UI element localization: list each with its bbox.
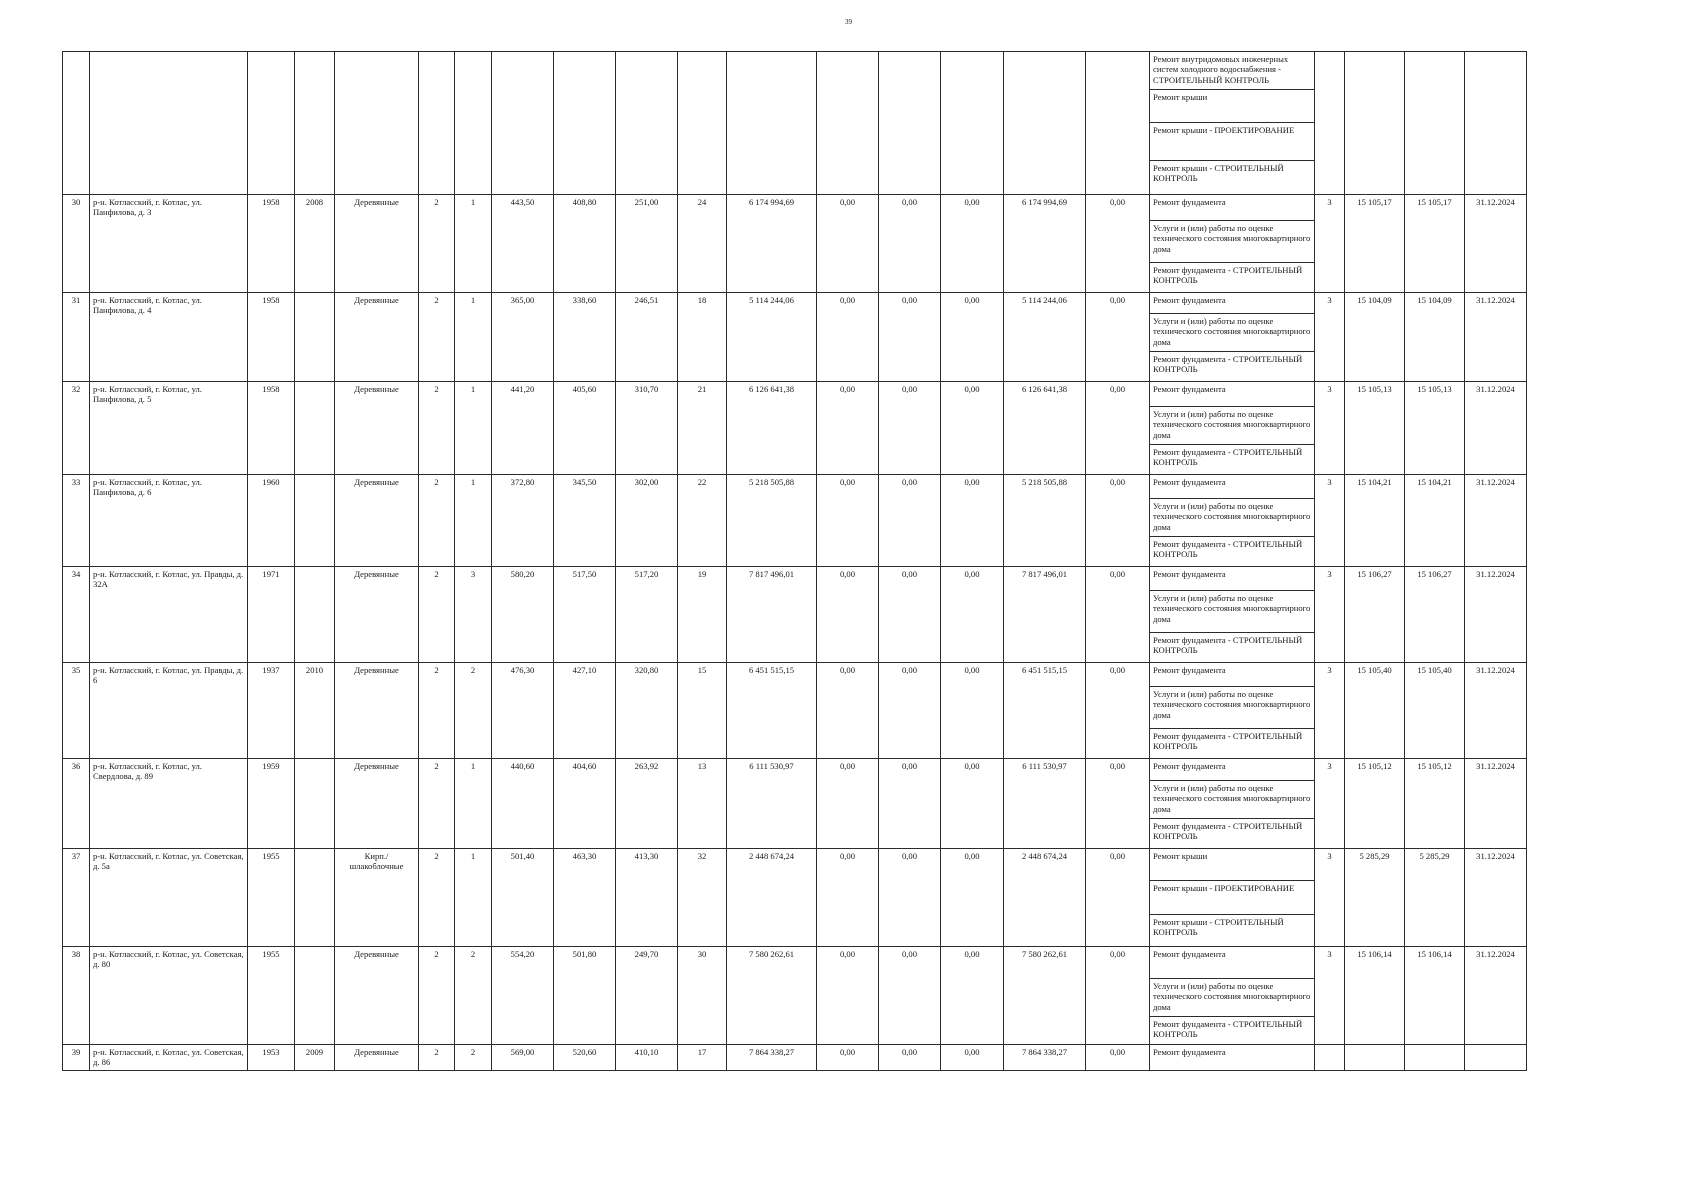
- fund-other-cell: 0,00: [1086, 567, 1150, 663]
- year-last-repair-cell: [295, 382, 335, 475]
- year-last-repair-cell: [295, 849, 335, 947]
- work-type-cell: Услуги и (или) работы по оценке технического состояния многоквартирного дома: [1150, 591, 1315, 633]
- floors-count-cell: 2: [419, 195, 455, 293]
- year-built-cell: 1958: [248, 293, 295, 382]
- table-row: [63, 947, 1527, 979]
- fund-regional-cell: 0,00: [879, 1045, 941, 1071]
- fund-owners-cell: 6 111 530,97: [1004, 759, 1086, 849]
- continuation-empty-cell: [616, 52, 678, 195]
- fund-regional-cell: 0,00: [879, 567, 941, 663]
- fund-other-cell: 0,00: [1086, 849, 1150, 947]
- work-type-cell: Ремонт фундамента: [1150, 293, 1315, 314]
- fund-federal-cell: 0,00: [817, 849, 879, 947]
- year-built-cell: 1960: [248, 475, 295, 567]
- works-count-cell: 3: [1315, 663, 1345, 759]
- year-built-cell: 1958: [248, 382, 295, 475]
- total-area-cell: 501,40: [492, 849, 554, 947]
- house-address-cell: р-н. Котласский, г. Котлас, ул. Советская, д. 86: [90, 1045, 248, 1071]
- row-number-cell: 32: [63, 382, 90, 475]
- work-type-cell: Ремонт крыши - ПРОЕКТИРОВАНИЕ: [1150, 881, 1315, 915]
- unit-cost-cell: 15 105,40: [1345, 663, 1405, 759]
- row-number-cell: 37: [63, 849, 90, 947]
- floors-count-cell: 2: [419, 567, 455, 663]
- fund-local-cell: 0,00: [941, 947, 1004, 1045]
- deadline-cell: 31.12.2024: [1465, 947, 1527, 1045]
- fund-local-cell: 0,00: [941, 293, 1004, 382]
- owned-area-cell: 249,70: [616, 947, 678, 1045]
- total-cost-cell: 7 817 496,01: [727, 567, 817, 663]
- work-type-cell: Ремонт фундамента: [1150, 663, 1315, 687]
- unit-cost-cell: 15 105,12: [1345, 759, 1405, 849]
- total-area-cell: 476,30: [492, 663, 554, 759]
- table-row: [63, 759, 1527, 781]
- floors-count-cell: 2: [419, 293, 455, 382]
- total-area-cell: 554,20: [492, 947, 554, 1045]
- living-area-cell: 463,30: [554, 849, 616, 947]
- work-type-cell: Ремонт крыши: [1150, 849, 1315, 881]
- fund-federal-cell: 0,00: [817, 195, 879, 293]
- limit-cost-cell: [1405, 1045, 1465, 1071]
- continuation-empty-cell: [63, 52, 90, 195]
- fund-other-cell: 0,00: [1086, 1045, 1150, 1071]
- continuation-empty-cell: [554, 52, 616, 195]
- owned-area-cell: 251,00: [616, 195, 678, 293]
- work-type-cell: Ремонт фундамента - СТРОИТЕЛЬНЫЙ КОНТРОЛЬ: [1150, 352, 1315, 382]
- limit-cost-cell: 15 105,17: [1405, 195, 1465, 293]
- wall-material-cell: Деревянные: [335, 293, 419, 382]
- fund-other-cell: 0,00: [1086, 475, 1150, 567]
- owned-area-cell: 517,20: [616, 567, 678, 663]
- owned-area-cell: 263,92: [616, 759, 678, 849]
- fund-owners-cell: 2 448 674,24: [1004, 849, 1086, 947]
- residents-count-cell: 17: [678, 1045, 727, 1071]
- deadline-cell: 31.12.2024: [1465, 849, 1527, 947]
- wall-material-cell: Деревянные: [335, 567, 419, 663]
- residents-count-cell: 32: [678, 849, 727, 947]
- capital-repair-register-table: [62, 51, 1527, 1071]
- total-cost-cell: 5 114 244,06: [727, 293, 817, 382]
- unit-cost-cell: 15 105,17: [1345, 195, 1405, 293]
- house-address-cell: р-н. Котласский, г. Котлас, ул. Советская, д. 5а: [90, 849, 248, 947]
- continuation-empty-cell: [248, 52, 295, 195]
- fund-regional-cell: 0,00: [879, 382, 941, 475]
- house-address-cell: р-н. Котласский, г. Котлас, ул. Правды, д. 32А: [90, 567, 248, 663]
- fund-other-cell: 0,00: [1086, 293, 1150, 382]
- residents-count-cell: 24: [678, 195, 727, 293]
- total-area-cell: 441,20: [492, 382, 554, 475]
- wall-material-cell: Деревянные: [335, 1045, 419, 1071]
- work-type-cell: Ремонт фундамента - СТРОИТЕЛЬНЫЙ КОНТРОЛЬ: [1150, 819, 1315, 849]
- work-type-cell: Ремонт фундамента - СТРОИТЕЛЬНЫЙ КОНТРОЛЬ: [1150, 729, 1315, 759]
- total-cost-cell: 5 218 505,88: [727, 475, 817, 567]
- fund-owners-cell: 6 451 515,15: [1004, 663, 1086, 759]
- residents-count-cell: 18: [678, 293, 727, 382]
- fund-federal-cell: 0,00: [817, 1045, 879, 1071]
- entrances-count-cell: 1: [455, 759, 492, 849]
- fund-other-cell: 0,00: [1086, 947, 1150, 1045]
- fund-local-cell: 0,00: [941, 663, 1004, 759]
- fund-local-cell: 0,00: [941, 195, 1004, 293]
- fund-local-cell: 0,00: [941, 475, 1004, 567]
- year-built-cell: 1937: [248, 663, 295, 759]
- year-built-cell: 1958: [248, 195, 295, 293]
- total-area-cell: 372,80: [492, 475, 554, 567]
- total-cost-cell: 6 111 530,97: [727, 759, 817, 849]
- living-area-cell: 345,50: [554, 475, 616, 567]
- continuation-empty-cell: [1086, 52, 1150, 195]
- row-number-cell: 36: [63, 759, 90, 849]
- row-number-cell: 31: [63, 293, 90, 382]
- limit-cost-cell: 15 105,12: [1405, 759, 1465, 849]
- limit-cost-cell: 15 106,27: [1405, 567, 1465, 663]
- work-type-cell: Ремонт фундамента: [1150, 947, 1315, 979]
- living-area-cell: 517,50: [554, 567, 616, 663]
- continuation-work-cell: Ремонт крыши: [1150, 90, 1315, 123]
- total-cost-cell: 6 174 994,69: [727, 195, 817, 293]
- fund-federal-cell: 0,00: [817, 567, 879, 663]
- year-last-repair-cell: [295, 475, 335, 567]
- entrances-count-cell: 2: [455, 1045, 492, 1071]
- year-last-repair-cell: [295, 567, 335, 663]
- continuation-empty-cell: [492, 52, 554, 195]
- residents-count-cell: 13: [678, 759, 727, 849]
- work-type-cell: Ремонт фундамента - СТРОИТЕЛЬНЫЙ КОНТРОЛЬ: [1150, 633, 1315, 663]
- continuation-empty-cell: [678, 52, 727, 195]
- works-count-cell: [1315, 1045, 1345, 1071]
- house-address-cell: р-н. Котласский, г. Котлас, ул. Панфилова, д. 5: [90, 382, 248, 475]
- continuation-empty-cell: [1405, 52, 1465, 195]
- residents-count-cell: 15: [678, 663, 727, 759]
- year-built-cell: 1971: [248, 567, 295, 663]
- total-cost-cell: 6 126 641,38: [727, 382, 817, 475]
- wall-material-cell: Деревянные: [335, 382, 419, 475]
- entrances-count-cell: 1: [455, 382, 492, 475]
- work-type-cell: Услуги и (или) работы по оценке технического состояния многоквартирного дома: [1150, 979, 1315, 1017]
- owned-area-cell: 302,00: [616, 475, 678, 567]
- fund-local-cell: 0,00: [941, 849, 1004, 947]
- fund-other-cell: 0,00: [1086, 759, 1150, 849]
- continuation-empty-cell: [90, 52, 248, 195]
- table-row: [63, 849, 1527, 881]
- limit-cost-cell: 15 105,13: [1405, 382, 1465, 475]
- house-address-cell: р-н. Котласский, г. Котлас, ул. Панфилова, д. 4: [90, 293, 248, 382]
- unit-cost-cell: 15 106,27: [1345, 567, 1405, 663]
- table-row: [63, 1045, 1527, 1071]
- owned-area-cell: 410,10: [616, 1045, 678, 1071]
- living-area-cell: 501,80: [554, 947, 616, 1045]
- total-area-cell: 365,00: [492, 293, 554, 382]
- deadline-cell: 31.12.2024: [1465, 759, 1527, 849]
- fund-regional-cell: 0,00: [879, 293, 941, 382]
- fund-owners-cell: 5 218 505,88: [1004, 475, 1086, 567]
- total-cost-cell: 7 864 338,27: [727, 1045, 817, 1071]
- floors-count-cell: 2: [419, 849, 455, 947]
- deadline-cell: 31.12.2024: [1465, 293, 1527, 382]
- work-type-cell: Услуги и (или) работы по оценке технического состояния многоквартирного дома: [1150, 687, 1315, 729]
- continuation-empty-cell: [295, 52, 335, 195]
- work-type-cell: Ремонт фундамента: [1150, 567, 1315, 591]
- house-address-cell: р-н. Котласский, г. Котлас, ул. Панфилова, д. 3: [90, 195, 248, 293]
- limit-cost-cell: 15 104,09: [1405, 293, 1465, 382]
- living-area-cell: 338,60: [554, 293, 616, 382]
- table-row: [63, 195, 1527, 221]
- continuation-empty-cell: [941, 52, 1004, 195]
- work-type-cell: Ремонт фундамента: [1150, 1045, 1315, 1071]
- house-address-cell: р-н. Котласский, г. Котлас, ул. Панфилова, д. 6: [90, 475, 248, 567]
- fund-local-cell: 0,00: [941, 567, 1004, 663]
- entrances-count-cell: 2: [455, 947, 492, 1045]
- work-type-cell: Ремонт фундамента - СТРОИТЕЛЬНЫЙ КОНТРОЛЬ: [1150, 1017, 1315, 1045]
- floors-count-cell: 2: [419, 475, 455, 567]
- work-type-cell: Ремонт фундамента: [1150, 195, 1315, 221]
- year-built-cell: 1955: [248, 947, 295, 1045]
- continuation-empty-cell: [455, 52, 492, 195]
- wall-material-cell: Деревянные: [335, 947, 419, 1045]
- fund-federal-cell: 0,00: [817, 382, 879, 475]
- total-cost-cell: 6 451 515,15: [727, 663, 817, 759]
- fund-federal-cell: 0,00: [817, 663, 879, 759]
- floors-count-cell: 2: [419, 382, 455, 475]
- work-type-cell: Услуги и (или) работы по оценке технического состояния многоквартирного дома: [1150, 221, 1315, 263]
- floors-count-cell: 2: [419, 947, 455, 1045]
- continuation-work-cell: Ремонт крыши - СТРОИТЕЛЬНЫЙ КОНТРОЛЬ: [1150, 161, 1315, 195]
- row-number-cell: 30: [63, 195, 90, 293]
- works-count-cell: 3: [1315, 849, 1345, 947]
- continuation-empty-cell: [1345, 52, 1405, 195]
- living-area-cell: 408,80: [554, 195, 616, 293]
- year-built-cell: 1959: [248, 759, 295, 849]
- unit-cost-cell: 5 285,29: [1345, 849, 1405, 947]
- limit-cost-cell: 5 285,29: [1405, 849, 1465, 947]
- deadline-cell: [1465, 1045, 1527, 1071]
- fund-local-cell: 0,00: [941, 759, 1004, 849]
- work-type-cell: Ремонт фундамента - СТРОИТЕЛЬНЫЙ КОНТРОЛЬ: [1150, 263, 1315, 293]
- year-built-cell: 1953: [248, 1045, 295, 1071]
- fund-owners-cell: 6 126 641,38: [1004, 382, 1086, 475]
- owned-area-cell: 413,30: [616, 849, 678, 947]
- work-type-cell: Услуги и (или) работы по оценке технического состояния многоквартирного дома: [1150, 499, 1315, 537]
- continuation-empty-cell: [1004, 52, 1086, 195]
- work-type-cell: Услуги и (или) работы по оценке технического состояния многоквартирного дома: [1150, 407, 1315, 445]
- wall-material-cell: Деревянные: [335, 195, 419, 293]
- continuation-work-cell: Ремонт внутридомовых инженерных систем холодного водоснабжения - СТРОИТЕЛЬНЫЙ КОНТРОЛЬ: [1150, 52, 1315, 90]
- year-last-repair-cell: 2008: [295, 195, 335, 293]
- living-area-cell: 520,60: [554, 1045, 616, 1071]
- limit-cost-cell: 15 105,40: [1405, 663, 1465, 759]
- wall-material-cell: Деревянные: [335, 475, 419, 567]
- continuation-row: [63, 52, 1527, 90]
- total-area-cell: 440,60: [492, 759, 554, 849]
- year-last-repair-cell: 2009: [295, 1045, 335, 1071]
- owned-area-cell: 320,80: [616, 663, 678, 759]
- year-last-repair-cell: [295, 947, 335, 1045]
- continuation-empty-cell: [1465, 52, 1527, 195]
- table-row: [63, 293, 1527, 314]
- house-address-cell: р-н. Котласский, г. Котлас, ул. Правды, д. 6: [90, 663, 248, 759]
- owned-area-cell: 310,70: [616, 382, 678, 475]
- entrances-count-cell: 3: [455, 567, 492, 663]
- work-type-cell: Ремонт фундамента: [1150, 382, 1315, 407]
- total-area-cell: 569,00: [492, 1045, 554, 1071]
- entrances-count-cell: 2: [455, 663, 492, 759]
- fund-other-cell: 0,00: [1086, 382, 1150, 475]
- fund-owners-cell: 7 817 496,01: [1004, 567, 1086, 663]
- floors-count-cell: 2: [419, 663, 455, 759]
- deadline-cell: 31.12.2024: [1465, 475, 1527, 567]
- work-type-cell: Ремонт фундамента - СТРОИТЕЛЬНЫЙ КОНТРОЛЬ: [1150, 537, 1315, 567]
- work-type-cell: Ремонт фундамента: [1150, 475, 1315, 499]
- continuation-empty-cell: [419, 52, 455, 195]
- unit-cost-cell: 15 104,21: [1345, 475, 1405, 567]
- total-cost-cell: 7 580 262,61: [727, 947, 817, 1045]
- fund-owners-cell: 5 114 244,06: [1004, 293, 1086, 382]
- continuation-empty-cell: [1315, 52, 1345, 195]
- page-number: 39: [845, 18, 852, 26]
- continuation-empty-cell: [817, 52, 879, 195]
- total-cost-cell: 2 448 674,24: [727, 849, 817, 947]
- fund-regional-cell: 0,00: [879, 195, 941, 293]
- entrances-count-cell: 1: [455, 293, 492, 382]
- unit-cost-cell: [1345, 1045, 1405, 1071]
- entrances-count-cell: 1: [455, 195, 492, 293]
- living-area-cell: 427,10: [554, 663, 616, 759]
- deadline-cell: 31.12.2024: [1465, 567, 1527, 663]
- table-row: [63, 663, 1527, 687]
- total-area-cell: 580,20: [492, 567, 554, 663]
- table-row: [63, 475, 1527, 499]
- house-address-cell: р-н. Котласский, г. Котлас, ул. Советская, д. 80: [90, 947, 248, 1045]
- residents-count-cell: 30: [678, 947, 727, 1045]
- wall-material-cell: Деревянные: [335, 759, 419, 849]
- fund-owners-cell: 6 174 994,69: [1004, 195, 1086, 293]
- fund-federal-cell: 0,00: [817, 947, 879, 1045]
- fund-regional-cell: 0,00: [879, 475, 941, 567]
- fund-owners-cell: 7 864 338,27: [1004, 1045, 1086, 1071]
- residents-count-cell: 21: [678, 382, 727, 475]
- fund-federal-cell: 0,00: [817, 759, 879, 849]
- fund-other-cell: 0,00: [1086, 195, 1150, 293]
- continuation-empty-cell: [879, 52, 941, 195]
- owned-area-cell: 246,51: [616, 293, 678, 382]
- year-last-repair-cell: 2010: [295, 663, 335, 759]
- continuation-empty-cell: [335, 52, 419, 195]
- year-built-cell: 1955: [248, 849, 295, 947]
- works-count-cell: 3: [1315, 382, 1345, 475]
- unit-cost-cell: 15 104,09: [1345, 293, 1405, 382]
- total-area-cell: 443,50: [492, 195, 554, 293]
- year-last-repair-cell: [295, 759, 335, 849]
- fund-regional-cell: 0,00: [879, 759, 941, 849]
- living-area-cell: 405,60: [554, 382, 616, 475]
- fund-regional-cell: 0,00: [879, 663, 941, 759]
- fund-regional-cell: 0,00: [879, 849, 941, 947]
- works-count-cell: 3: [1315, 947, 1345, 1045]
- residents-count-cell: 19: [678, 567, 727, 663]
- row-number-cell: 34: [63, 567, 90, 663]
- work-type-cell: Ремонт фундамента: [1150, 759, 1315, 781]
- row-number-cell: 39: [63, 1045, 90, 1071]
- year-last-repair-cell: [295, 293, 335, 382]
- unit-cost-cell: 15 105,13: [1345, 382, 1405, 475]
- works-count-cell: 3: [1315, 567, 1345, 663]
- house-address-cell: р-н. Котласский, г. Котлас, ул. Свердлова, д. 89: [90, 759, 248, 849]
- table-row: [63, 382, 1527, 407]
- fund-owners-cell: 7 580 262,61: [1004, 947, 1086, 1045]
- table-row: [63, 567, 1527, 591]
- continuation-empty-cell: [727, 52, 817, 195]
- fund-local-cell: 0,00: [941, 1045, 1004, 1071]
- fund-local-cell: 0,00: [941, 382, 1004, 475]
- row-number-cell: 38: [63, 947, 90, 1045]
- wall-material-cell: Деревянные: [335, 663, 419, 759]
- row-number-cell: 35: [63, 663, 90, 759]
- deadline-cell: 31.12.2024: [1465, 382, 1527, 475]
- fund-federal-cell: 0,00: [817, 475, 879, 567]
- entrances-count-cell: 1: [455, 849, 492, 947]
- floors-count-cell: 2: [419, 1045, 455, 1071]
- works-count-cell: 3: [1315, 195, 1345, 293]
- fund-other-cell: 0,00: [1086, 663, 1150, 759]
- floors-count-cell: 2: [419, 759, 455, 849]
- work-type-cell: Услуги и (или) работы по оценке технического состояния многоквартирного дома: [1150, 781, 1315, 819]
- entrances-count-cell: 1: [455, 475, 492, 567]
- work-type-cell: Ремонт крыши - СТРОИТЕЛЬНЫЙ КОНТРОЛЬ: [1150, 915, 1315, 947]
- fund-federal-cell: 0,00: [817, 293, 879, 382]
- work-type-cell: Услуги и (или) работы по оценке технического состояния многоквартирного дома: [1150, 314, 1315, 352]
- work-type-cell: Ремонт фундамента - СТРОИТЕЛЬНЫЙ КОНТРОЛЬ: [1150, 445, 1315, 475]
- works-count-cell: 3: [1315, 293, 1345, 382]
- limit-cost-cell: 15 106,14: [1405, 947, 1465, 1045]
- deadline-cell: 31.12.2024: [1465, 195, 1527, 293]
- living-area-cell: 404,60: [554, 759, 616, 849]
- deadline-cell: 31.12.2024: [1465, 663, 1527, 759]
- works-count-cell: 3: [1315, 759, 1345, 849]
- works-count-cell: 3: [1315, 475, 1345, 567]
- unit-cost-cell: 15 106,14: [1345, 947, 1405, 1045]
- fund-regional-cell: 0,00: [879, 947, 941, 1045]
- wall-material-cell: Кирп./шлакоблочные: [335, 849, 419, 947]
- row-number-cell: 33: [63, 475, 90, 567]
- residents-count-cell: 22: [678, 475, 727, 567]
- limit-cost-cell: 15 104,21: [1405, 475, 1465, 567]
- continuation-work-cell: Ремонт крыши - ПРОЕКТИРОВАНИЕ: [1150, 123, 1315, 161]
